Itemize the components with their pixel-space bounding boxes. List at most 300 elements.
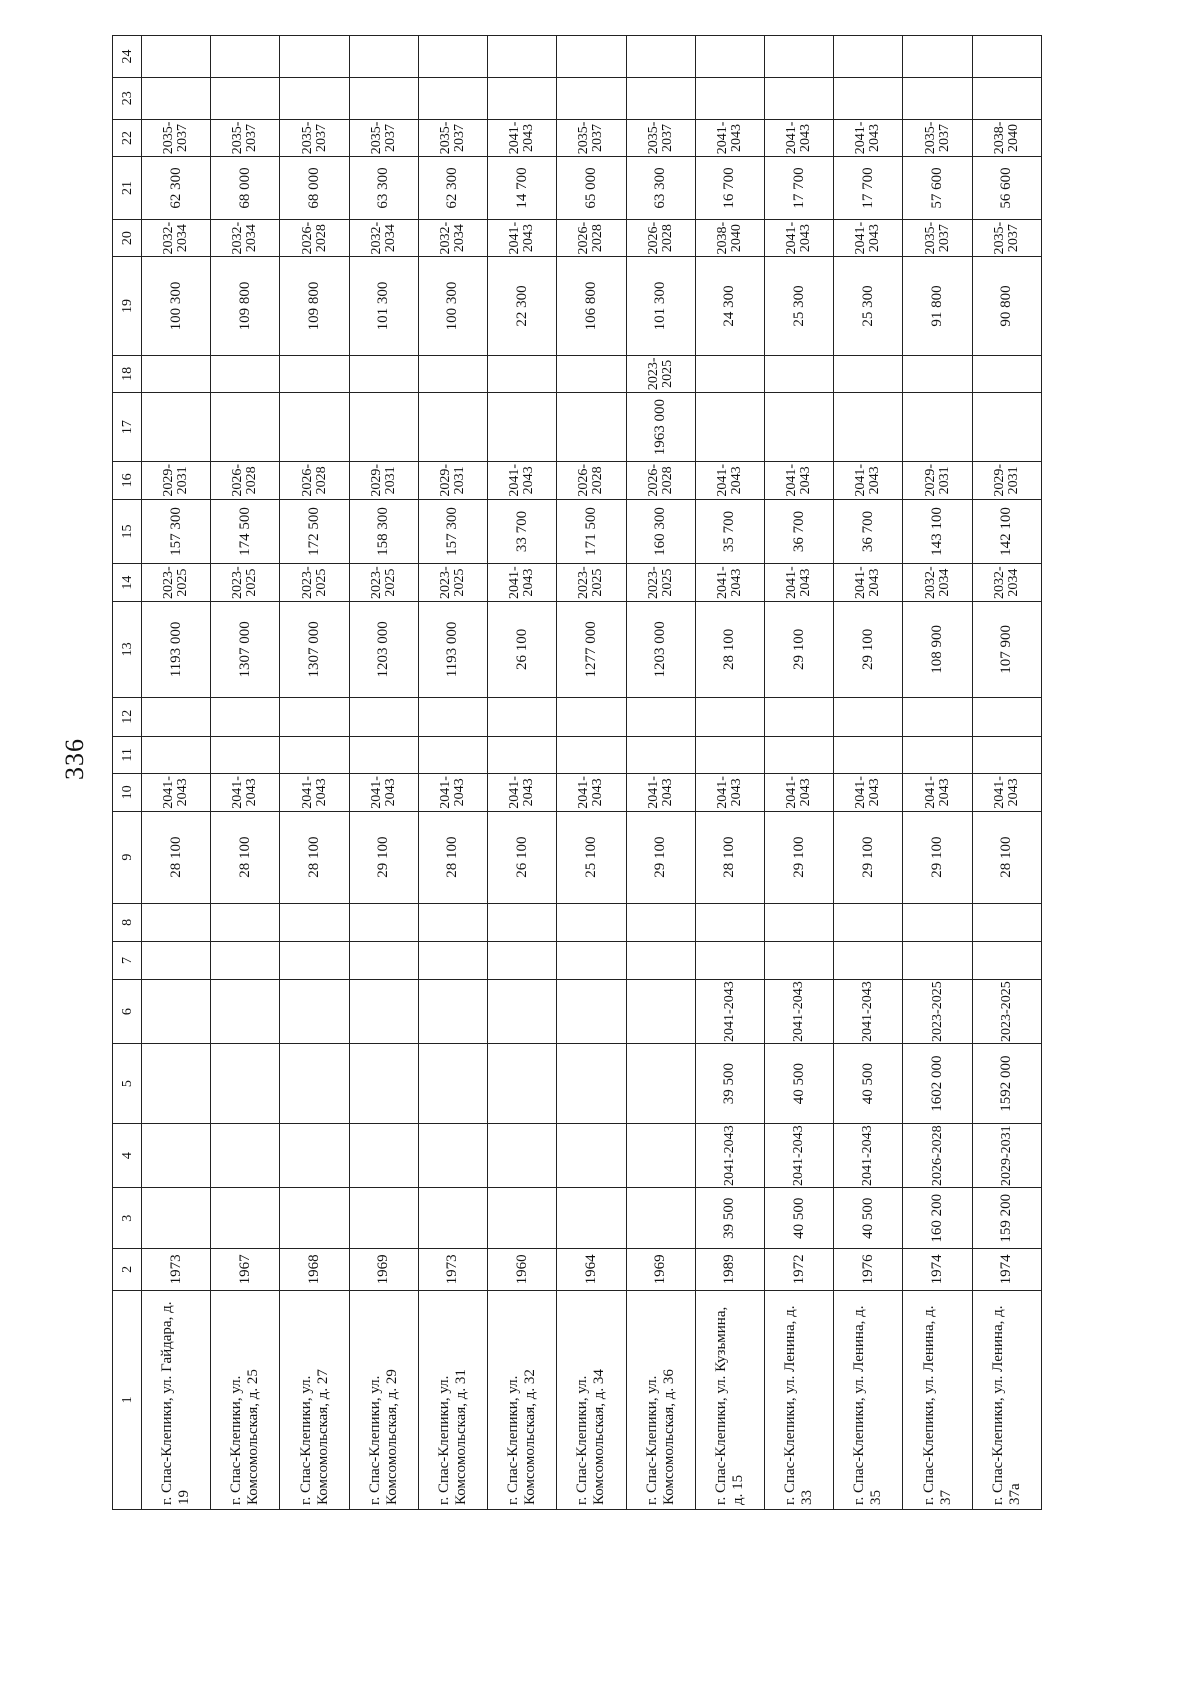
table-cell: 1967 (211, 1249, 280, 1291)
table-cell: 2041-2043 (488, 119, 557, 157)
table-cell (972, 903, 1041, 942)
table-row (626, 36, 695, 1510)
table-cell (557, 1044, 626, 1123)
table-cell: 26 100 (488, 601, 557, 697)
table-cell: 2041-2043 (764, 979, 833, 1044)
table-cell: 109 800 (280, 257, 349, 355)
address-cell: г. Спас-Клепики, ул. Комсомольская, д. 25 (211, 1290, 280, 1509)
column-header-24: 24 (113, 36, 142, 78)
table-cell (488, 355, 557, 393)
table-cell (903, 77, 972, 119)
table-cell: 157 300 (142, 499, 211, 564)
table-cell (557, 1123, 626, 1188)
table-cell: 157 300 (418, 499, 487, 564)
table-cell (418, 355, 487, 393)
table-cell: 62 300 (418, 157, 487, 220)
table-cell (972, 36, 1041, 78)
column-header-18: 18 (113, 355, 142, 393)
table-cell (280, 979, 349, 1044)
table-cell (418, 1044, 487, 1123)
column-header-22: 22 (113, 119, 142, 157)
table-cell (834, 77, 903, 119)
table-cell: 2035-2037 (280, 119, 349, 157)
table-cell: 2023-2025 (972, 979, 1041, 1044)
address-cell: г. Спас-Клепики, ул. Кузьмина, д. 15 (695, 1290, 764, 1509)
table-cell (557, 355, 626, 393)
table-cell: 2041-2043 (695, 1123, 764, 1188)
table-cell (488, 1188, 557, 1249)
table-cell: 1963 000 (626, 393, 695, 462)
table-cell: 2035-2037 (972, 219, 1041, 257)
table-cell: 1968 (280, 1249, 349, 1291)
table-cell: 29 100 (834, 601, 903, 697)
table-cell: 90 800 (972, 257, 1041, 355)
table-cell: 36 700 (834, 499, 903, 564)
table-cell: 25 300 (834, 257, 903, 355)
column-header-12: 12 (113, 697, 142, 736)
table-cell (834, 355, 903, 393)
table-cell (211, 77, 280, 119)
table-cell (834, 697, 903, 736)
table-cell: 2032-2034 (903, 564, 972, 602)
table-cell (142, 36, 211, 78)
address-cell: г. Спас-Клепики, ул. Комсомольская, д. 27 (280, 1290, 349, 1509)
table-cell (211, 903, 280, 942)
table-cell (695, 36, 764, 78)
table-cell (488, 736, 557, 774)
table-cell: 1974 (903, 1249, 972, 1291)
table-cell: 2041-2043 (280, 774, 349, 812)
table-cell: 2041-2043 (211, 774, 280, 812)
table-cell: 1969 (349, 1249, 418, 1291)
table-cell: 2041-2043 (557, 774, 626, 812)
table-cell (349, 393, 418, 462)
table-cell: 2035-2037 (557, 119, 626, 157)
table-cell (972, 942, 1041, 980)
table-cell: 2023-2025 (142, 564, 211, 602)
table-cell (557, 393, 626, 462)
table-cell (834, 736, 903, 774)
table-cell: 2026-2028 (626, 219, 695, 257)
table-cell: 63 300 (349, 157, 418, 220)
table-cell: 28 100 (695, 601, 764, 697)
table-cell: 2041-2043 (764, 1123, 833, 1188)
table-cell (142, 355, 211, 393)
table-cell: 65 000 (557, 157, 626, 220)
column-header-7: 7 (113, 942, 142, 980)
address-cell: г. Спас-Клепики, ул. Гайдара, д. 19 (142, 1290, 211, 1509)
table-cell: 2041-2043 (488, 774, 557, 812)
table-cell: 29 100 (834, 811, 903, 903)
table-cell (418, 942, 487, 980)
table-cell: 1592 000 (972, 1044, 1041, 1123)
table-cell (280, 1123, 349, 1188)
table-cell (349, 36, 418, 78)
table-cell: 101 300 (626, 257, 695, 355)
table-cell (972, 393, 1041, 462)
table-cell (903, 942, 972, 980)
table-cell (626, 697, 695, 736)
table-cell (764, 903, 833, 942)
column-header-4: 4 (113, 1123, 142, 1188)
table-cell: 28 100 (211, 811, 280, 903)
table-cell: 1974 (972, 1249, 1041, 1291)
table-cell (211, 393, 280, 462)
table-cell (972, 697, 1041, 736)
table-cell: 40 500 (764, 1188, 833, 1249)
table-cell: 2029-2031 (349, 462, 418, 500)
table-cell: 2026-2028 (903, 1123, 972, 1188)
table-cell: 2023-2025 (349, 564, 418, 602)
table-cell (557, 736, 626, 774)
table-cell (349, 355, 418, 393)
table-cell: 17 700 (764, 157, 833, 220)
table-cell: 29 100 (903, 811, 972, 903)
table-cell (142, 736, 211, 774)
table-cell: 36 700 (764, 499, 833, 564)
column-header-10: 10 (113, 774, 142, 812)
table-cell: 101 300 (349, 257, 418, 355)
table-row (488, 36, 557, 1510)
table-cell (418, 393, 487, 462)
table-cell: 2035-2037 (349, 119, 418, 157)
table-cell (903, 697, 972, 736)
table-cell (626, 36, 695, 78)
table-cell: 160 300 (626, 499, 695, 564)
table-cell: 68 000 (280, 157, 349, 220)
table-cell (903, 36, 972, 78)
table-cell (764, 355, 833, 393)
table-cell: 14 700 (488, 157, 557, 220)
table-cell (695, 393, 764, 462)
table-cell (142, 979, 211, 1044)
column-header-8: 8 (113, 903, 142, 942)
table-row (557, 36, 626, 1510)
table-cell: 100 300 (142, 257, 211, 355)
table-cell (695, 697, 764, 736)
table-cell (280, 736, 349, 774)
table-cell: 39 500 (695, 1188, 764, 1249)
table-cell: 40 500 (834, 1044, 903, 1123)
table-cell: 2032-2034 (418, 219, 487, 257)
address-cell: г. Спас-Клепики, ул. Комсомольская, д. 31 (418, 1290, 487, 1509)
table-cell: 2032-2034 (211, 219, 280, 257)
table-cell (280, 77, 349, 119)
table-cell: 143 100 (903, 499, 972, 564)
table-cell: 174 500 (211, 499, 280, 564)
table-cell: 29 100 (349, 811, 418, 903)
rotated-table-container (112, 35, 1042, 1510)
column-header-13: 13 (113, 601, 142, 697)
table-cell (418, 903, 487, 942)
table-cell: 2029-2031 (418, 462, 487, 500)
table-cell: 16 700 (695, 157, 764, 220)
table-cell (349, 77, 418, 119)
table-cell: 2023-2025 (626, 355, 695, 393)
table-cell (626, 1188, 695, 1249)
table-cell: 2041-2043 (834, 462, 903, 500)
table-cell: 1973 (418, 1249, 487, 1291)
table-cell (280, 697, 349, 736)
column-header-14: 14 (113, 564, 142, 602)
table-cell: 2041-2043 (834, 774, 903, 812)
table-cell (418, 1188, 487, 1249)
table-cell (142, 77, 211, 119)
table-cell: 40 500 (764, 1044, 833, 1123)
table-cell: 2041-2043 (695, 774, 764, 812)
table-cell (211, 355, 280, 393)
table-cell: 2029-2031 (972, 462, 1041, 500)
table-cell: 2041-2043 (626, 774, 695, 812)
table-row (695, 36, 764, 1510)
table-cell: 63 300 (626, 157, 695, 220)
table-cell: 2041-2043 (488, 219, 557, 257)
table-cell: 2041-2043 (349, 774, 418, 812)
table-cell (488, 903, 557, 942)
table-cell (626, 903, 695, 942)
table-cell: 26 100 (488, 811, 557, 903)
table-cell: 2026-2028 (557, 462, 626, 500)
column-header-21: 21 (113, 157, 142, 220)
table-cell: 2041-2043 (834, 1123, 903, 1188)
table-cell (211, 1044, 280, 1123)
table-cell (626, 979, 695, 1044)
column-header-15: 15 (113, 499, 142, 564)
table-cell (349, 1188, 418, 1249)
address-cell: г. Спас-Клепики, ул. Ленина, д. 37 (903, 1290, 972, 1509)
table-cell: 28 100 (142, 811, 211, 903)
table-cell: 68 000 (211, 157, 280, 220)
table-cell: 62 300 (142, 157, 211, 220)
address-cell: г. Спас-Клепики, ул. Комсомольская, д. 32 (488, 1290, 557, 1509)
table-cell (142, 903, 211, 942)
table-cell (626, 77, 695, 119)
table-cell (626, 1123, 695, 1188)
table-cell: 1960 (488, 1249, 557, 1291)
table-cell: 2041-2043 (142, 774, 211, 812)
table-cell: 2041-2043 (903, 774, 972, 812)
table-cell: 24 300 (695, 257, 764, 355)
table-cell: 142 100 (972, 499, 1041, 564)
table-cell: 29 100 (764, 601, 833, 697)
table-cell (142, 393, 211, 462)
table-cell (349, 979, 418, 1044)
table-cell (557, 36, 626, 78)
table-row (903, 36, 972, 1510)
table-cell (488, 77, 557, 119)
column-header-23: 23 (113, 77, 142, 119)
table-cell: 57 600 (903, 157, 972, 220)
table-cell (903, 355, 972, 393)
address-cell: г. Спас-Клепики, ул. Ленина, д. 35 (834, 1290, 903, 1509)
table-body (142, 36, 1042, 1510)
table-cell (488, 1123, 557, 1188)
table-cell: 1277 000 (557, 601, 626, 697)
table-row (349, 36, 418, 1510)
table-cell (557, 77, 626, 119)
header-row (113, 36, 142, 1510)
table-cell: 2038-2040 (695, 219, 764, 257)
address-cell: г. Спас-Клепики, ул. Комсомольская, д. 34 (557, 1290, 626, 1509)
table-cell (142, 1188, 211, 1249)
table-cell: 171 500 (557, 499, 626, 564)
table-cell (695, 903, 764, 942)
column-header-17: 17 (113, 393, 142, 462)
table-cell (903, 903, 972, 942)
table-cell: 1307 000 (211, 601, 280, 697)
table-row (764, 36, 833, 1510)
table-cell (764, 942, 833, 980)
table-cell (488, 942, 557, 980)
table-cell (695, 355, 764, 393)
table-cell: 2035-2037 (211, 119, 280, 157)
table-cell (349, 736, 418, 774)
table-cell: 159 200 (972, 1188, 1041, 1249)
table-cell: 2041-2043 (972, 774, 1041, 812)
table-cell: 2023-2025 (418, 564, 487, 602)
table-cell: 1973 (142, 1249, 211, 1291)
table-cell: 1203 000 (349, 601, 418, 697)
table-cell: 108 900 (903, 601, 972, 697)
table-cell (349, 1044, 418, 1123)
table-cell: 106 800 (557, 257, 626, 355)
page-number: 336 (60, 738, 89, 780)
table-cell: 1307 000 (280, 601, 349, 697)
table-cell: 172 500 (280, 499, 349, 564)
table-cell: 25 300 (764, 257, 833, 355)
table-cell (349, 942, 418, 980)
table-cell (349, 1123, 418, 1188)
table-cell: 2041-2043 (695, 564, 764, 602)
table-cell (211, 1188, 280, 1249)
table-cell (834, 393, 903, 462)
table-cell: 2041-2043 (764, 119, 833, 157)
table-row (834, 36, 903, 1510)
table-cell: 2035-2037 (903, 119, 972, 157)
capital-repair-table (112, 35, 1042, 1510)
table-cell (211, 979, 280, 1044)
table-cell: 2026-2028 (280, 462, 349, 500)
table-cell: 2041-2043 (764, 564, 833, 602)
table-cell: 2029-2031 (142, 462, 211, 500)
table-cell (142, 1044, 211, 1123)
table-cell: 2041-2043 (695, 979, 764, 1044)
table-cell (764, 736, 833, 774)
column-header-2: 2 (113, 1249, 142, 1291)
table-cell: 22 300 (488, 257, 557, 355)
table-cell: 1964 (557, 1249, 626, 1291)
table-cell: 28 100 (972, 811, 1041, 903)
table-cell: 2041-2043 (488, 462, 557, 500)
table-cell: 2041-2043 (488, 564, 557, 602)
table-cell (280, 355, 349, 393)
table-cell (557, 903, 626, 942)
table-cell (488, 393, 557, 462)
table-cell (834, 36, 903, 78)
table-cell: 100 300 (418, 257, 487, 355)
table-cell: 1203 000 (626, 601, 695, 697)
table-cell: 2023-2025 (903, 979, 972, 1044)
table-cell (142, 942, 211, 980)
table-cell: 17 700 (834, 157, 903, 220)
table-cell: 2032-2034 (349, 219, 418, 257)
address-cell: г. Спас-Клепики, ул. Комсомольская, д. 36 (626, 1290, 695, 1509)
table-cell: 107 900 (972, 601, 1041, 697)
table-cell: 2026-2028 (626, 462, 695, 500)
table-cell: 2041-2043 (834, 979, 903, 1044)
table-cell: 2029-2031 (972, 1123, 1041, 1188)
table-cell: 2041-2043 (834, 119, 903, 157)
table-cell: 2035-2037 (903, 219, 972, 257)
table-cell (349, 697, 418, 736)
table-cell (972, 77, 1041, 119)
table-cell (280, 1188, 349, 1249)
table-cell: 91 800 (903, 257, 972, 355)
table-cell: 2032-2034 (142, 219, 211, 257)
table-cell: 40 500 (834, 1188, 903, 1249)
table-cell (626, 1044, 695, 1123)
table-cell (972, 736, 1041, 774)
table-cell (211, 697, 280, 736)
table-cell (418, 36, 487, 78)
table-row (418, 36, 487, 1510)
table-cell (211, 1123, 280, 1188)
table-cell: 2041-2043 (418, 774, 487, 812)
address-cell: г. Спас-Клепики, ул. Комсомольская, д. 29 (349, 1290, 418, 1509)
table-cell: 1976 (834, 1249, 903, 1291)
table-cell: 2029-2031 (903, 462, 972, 500)
table-cell (557, 697, 626, 736)
table-cell: 2023-2025 (280, 564, 349, 602)
table-cell: 2041-2043 (695, 119, 764, 157)
table-cell (211, 736, 280, 774)
table-cell: 33 700 (488, 499, 557, 564)
table-cell (626, 736, 695, 774)
table-cell: 35 700 (695, 499, 764, 564)
table-cell (972, 355, 1041, 393)
table-cell: 160 200 (903, 1188, 972, 1249)
table-cell: 2035-2037 (418, 119, 487, 157)
column-header-11: 11 (113, 736, 142, 774)
table-cell (142, 697, 211, 736)
table-cell (211, 36, 280, 78)
table-cell (418, 736, 487, 774)
column-header-6: 6 (113, 979, 142, 1044)
table-row (211, 36, 280, 1510)
table-cell (488, 36, 557, 78)
table-cell: 2032-2034 (972, 564, 1041, 602)
table-cell: 2026-2028 (280, 219, 349, 257)
table-cell: 2041-2043 (695, 462, 764, 500)
table-cell (280, 903, 349, 942)
table-cell (764, 36, 833, 78)
table-cell: 1193 000 (418, 601, 487, 697)
table-cell (557, 1188, 626, 1249)
table-cell (764, 77, 833, 119)
table-cell (834, 942, 903, 980)
column-header-1: 1 (113, 1290, 142, 1509)
table-cell: 29 100 (626, 811, 695, 903)
table-cell: 2041-2043 (834, 564, 903, 602)
table-cell: 2038-2040 (972, 119, 1041, 157)
table-cell: 2023-2025 (626, 564, 695, 602)
table-cell: 28 100 (418, 811, 487, 903)
table-cell: 2041-2043 (764, 774, 833, 812)
column-header-9: 9 (113, 811, 142, 903)
table-row (142, 36, 211, 1510)
table-cell (280, 1044, 349, 1123)
table-cell: 56 600 (972, 157, 1041, 220)
